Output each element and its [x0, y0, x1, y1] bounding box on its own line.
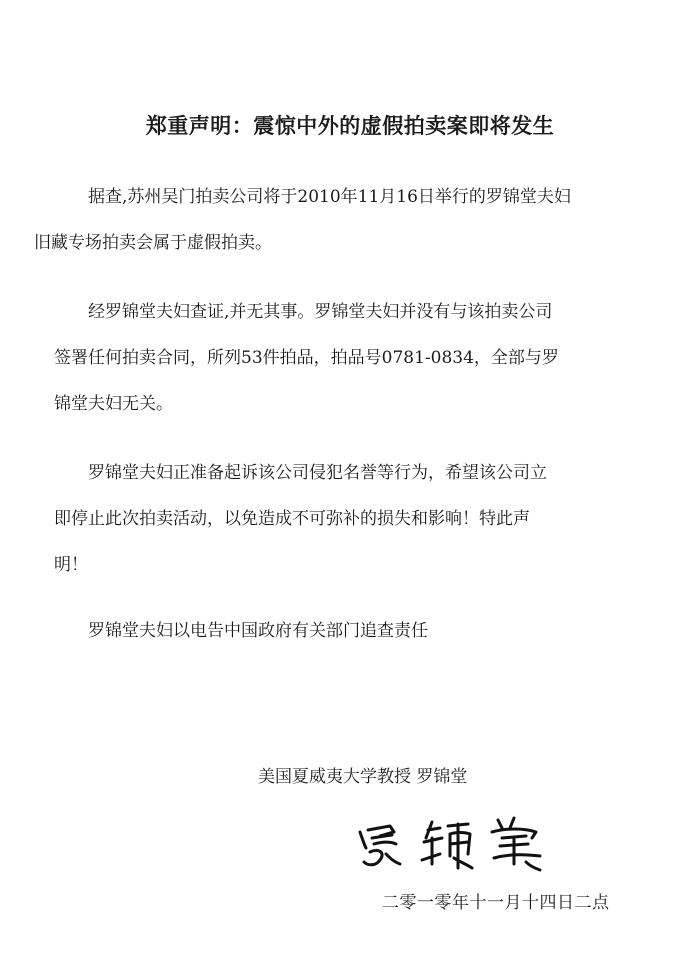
paragraph-3-line-3: 明！ — [54, 555, 88, 575]
handwritten-signature — [350, 808, 560, 878]
paragraph-2-line-1: 经罗锦堂夫妇查证,并无其事。罗锦堂夫妇并没有与该拍卖公司 — [88, 302, 553, 322]
signer-line: 美国夏威夷大学教授 罗锦堂 — [258, 767, 468, 787]
paragraph-2-line-3: 锦堂夫妇无关。 — [54, 394, 173, 414]
paragraph-4-line-1: 罗锦堂夫妇以电告中国政府有关部门追查责任 — [88, 621, 428, 641]
paragraph-3 — [54, 450, 668, 588]
paragraph-4 — [88, 608, 668, 654]
document-date: 二零一零年十一月十四日二点 — [382, 893, 610, 913]
paragraph-3-line-1: 罗锦堂夫妇正准备起诉该公司侵犯名誉等行为，希望该公司立 — [88, 463, 547, 483]
paragraph-2 — [54, 289, 668, 427]
paragraph-1-line-1: 据查,苏州吴门拍卖公司将于2010年11月16日举行的罗锦堂夫妇 — [88, 187, 571, 207]
paragraph-1-line-2: 旧藏专场拍卖会属于虚假拍卖。 — [34, 233, 272, 253]
paragraph-1 — [34, 174, 668, 266]
document-title: 郑重声明：震惊中外的虚假拍卖案即将发生 — [145, 114, 555, 138]
paragraph-3-line-2: 即停止此次拍卖活动，以免造成不可弥补的损失和影响！特此声 — [54, 509, 530, 529]
paragraph-2-line-2: 签署任何拍卖合同，所列53件拍品，拍品号0781-0834，全部与罗 — [54, 348, 559, 368]
